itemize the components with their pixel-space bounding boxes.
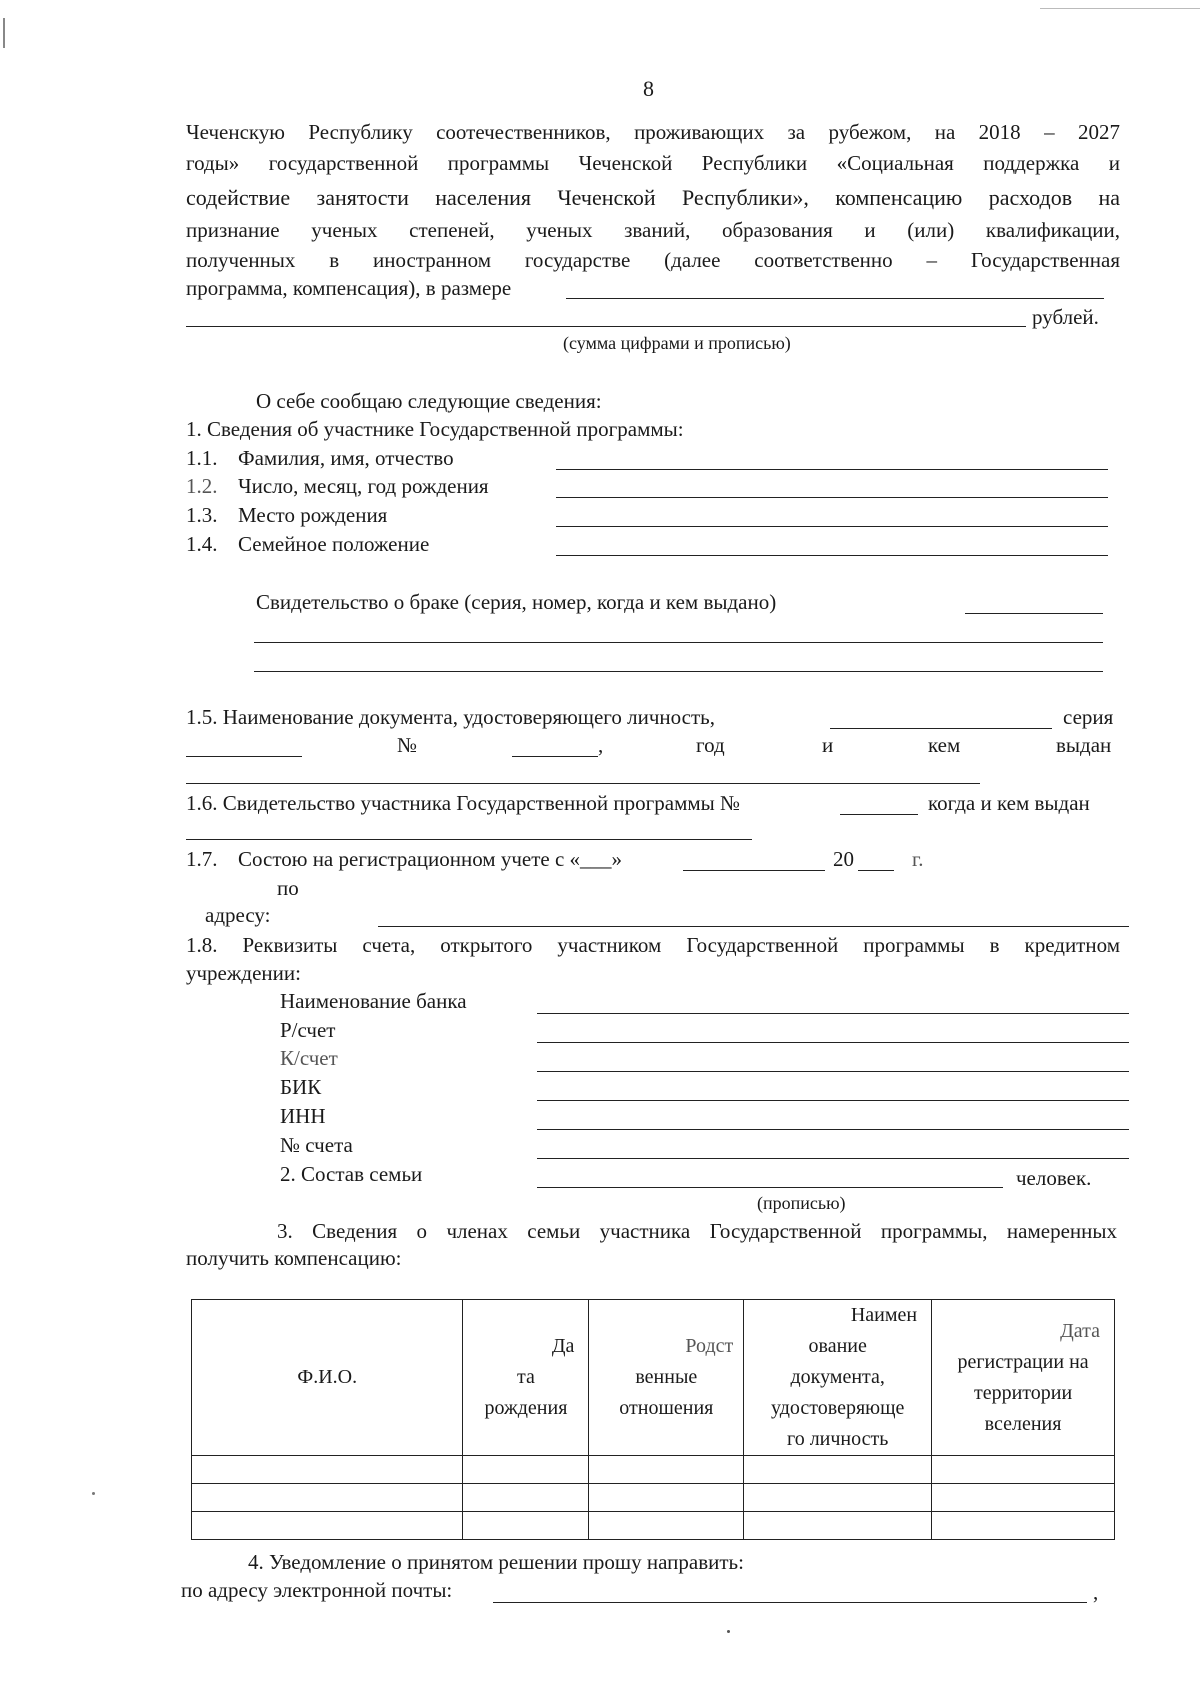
id-doc-year-label: год — [696, 733, 725, 757]
amount-field-line-1[interactable] — [566, 298, 1104, 299]
item-1-4-field[interactable] — [556, 555, 1108, 556]
rubles-label: рублей. — [1032, 305, 1099, 329]
table-cell[interactable] — [463, 1456, 589, 1484]
family-members-table — [191, 1299, 1115, 1540]
registration-num: 1.7. — [186, 847, 218, 871]
table-cell[interactable] — [192, 1484, 463, 1512]
bank-account-label: № счета — [280, 1133, 353, 1157]
id-doc-number-field[interactable] — [512, 756, 598, 757]
item-1-2-label: Число, месяц, год рождения — [238, 474, 489, 498]
table-row — [192, 1512, 1115, 1540]
item-1-3-label: Место рождения — [238, 503, 388, 527]
intro-line-1: Чеченскую Республику соотечественников, проживающих за рубежом, на 2018 – 2027 — [186, 120, 1120, 144]
marriage-cert-label: Свидетельство о браке (серия, номер, когда и кем выдано) — [256, 590, 777, 614]
item-1-1-field[interactable] — [556, 469, 1108, 470]
item-1-2-field[interactable] — [556, 497, 1108, 498]
table-cell[interactable] — [932, 1484, 1115, 1512]
id-doc-comma: , — [598, 733, 604, 757]
header-document — [744, 1300, 932, 1456]
scan-edge-left — [3, 18, 5, 48]
bank-label-line-1: 1.8. Реквизиты счета, открытого участником Государственной программы в кредитном — [186, 933, 1120, 957]
family-hint: (прописью) — [757, 1193, 846, 1213]
family-persons-label: человек. — [1016, 1166, 1092, 1190]
registration-address-label: адресу: — [205, 903, 271, 927]
table-cell[interactable] — [932, 1512, 1115, 1540]
table-cell[interactable] — [192, 1456, 463, 1484]
table-cell[interactable] — [744, 1484, 932, 1512]
header-birth-date-l3: рождения — [484, 1397, 568, 1419]
certificate-label: 1.6. Свидетельство участника Государственной программы № — [186, 791, 741, 815]
registration-month-field[interactable] — [683, 870, 825, 871]
bank-ks-field[interactable] — [537, 1071, 1129, 1072]
bank-account-field[interactable] — [537, 1158, 1129, 1159]
header-fio-text: Ф.И.О. — [297, 1366, 358, 1388]
header-relation — [589, 1300, 744, 1456]
header-document-l5: го личность — [786, 1428, 889, 1450]
table-cell[interactable] — [744, 1512, 932, 1540]
registration-year-field[interactable] — [858, 870, 894, 871]
item-1-4-label: Семейное положение — [238, 532, 430, 556]
header-registration-date-l2: регистрации на — [957, 1350, 1089, 1373]
header-relation-l2: венные — [635, 1366, 698, 1388]
bank-rs-label: Р/счет — [280, 1018, 336, 1042]
intro-line-6: программа, компенсация), в размере — [186, 276, 512, 300]
item-1-2-num: 1.2. — [186, 474, 218, 498]
header-document-l1: Наимен — [850, 1304, 918, 1326]
family-label: 2. Состав семьи — [280, 1162, 423, 1186]
marriage-cert-field-3[interactable] — [254, 671, 1103, 672]
id-doc-series-label: серия — [1063, 705, 1114, 729]
table-cell[interactable] — [589, 1512, 744, 1540]
table-cell[interactable] — [744, 1456, 932, 1484]
registration-year-prefix: 20 — [833, 847, 854, 871]
family-count-field[interactable] — [537, 1187, 1003, 1188]
header-birth-date-l1: Да — [551, 1335, 575, 1357]
table-header-row — [192, 1300, 1115, 1456]
scan-speck — [727, 1630, 730, 1633]
bank-rs-field[interactable] — [537, 1042, 1129, 1043]
members-intro-line-1: 3. Сведения о членах семьи участника Государственной программы, намеренных — [277, 1219, 1117, 1243]
page-number: 8 — [643, 76, 654, 101]
scan-speck — [92, 1492, 95, 1495]
intro-line-2: годы» государственной программы Чеченской Республики «Социальная поддержка и — [186, 151, 1120, 175]
registration-address-field[interactable] — [378, 926, 1129, 927]
notify-comma: , — [1093, 1580, 1099, 1604]
bank-ks-label: К/счет — [280, 1046, 338, 1070]
item-1-3-field[interactable] — [556, 526, 1108, 527]
bank-name-label: Наименование банка — [280, 989, 467, 1013]
table-cell[interactable] — [589, 1484, 744, 1512]
table-cell[interactable] — [463, 1484, 589, 1512]
bank-bik-field[interactable] — [537, 1100, 1129, 1101]
item-1-3-num: 1.3. — [186, 503, 218, 527]
id-doc-who-label: кем — [928, 733, 961, 757]
header-document-l2: ование — [808, 1335, 867, 1357]
table-row — [192, 1456, 1115, 1484]
registration-label: Состою на регистрационном учете с «___» — [238, 847, 623, 871]
header-relation-l3: отношения — [619, 1397, 714, 1419]
certificate-issuer-field[interactable] — [186, 839, 752, 840]
id-doc-no-label: № — [397, 733, 418, 757]
header-registration-date-l4: вселения — [984, 1412, 1062, 1435]
certificate-number-field[interactable] — [840, 814, 918, 815]
header-relation-l1: Родст — [685, 1335, 734, 1357]
bank-label-line-2: учреждении: — [186, 961, 301, 985]
header-registration-date-l1: Дата — [1060, 1319, 1100, 1342]
about-intro: О себе сообщаю следующие сведения: — [256, 389, 602, 413]
bank-inn-label: ИНН — [280, 1104, 326, 1128]
id-doc-label: 1.5. Наименование документа, удостоверяющего личность, — [186, 705, 716, 729]
notify-line-2: по адресу электронной почты: — [181, 1578, 453, 1602]
item-1-1-num: 1.1. — [186, 446, 218, 470]
scan-edge-top — [1040, 8, 1200, 9]
marriage-cert-field-2[interactable] — [254, 642, 1103, 643]
registration-year-suffix: г. — [912, 847, 924, 871]
header-fio — [192, 1300, 463, 1456]
sum-hint: (сумма цифрами и прописью) — [563, 333, 791, 353]
marriage-cert-field-1[interactable] — [965, 613, 1103, 614]
intro-line-3: содействие занятости населения Чеченской Республики», компенсацию расходов на — [186, 185, 1120, 210]
amount-field-line-2[interactable] — [186, 326, 1026, 327]
members-intro-line-2: получить компенсацию: — [186, 1246, 402, 1270]
email-field[interactable] — [493, 1602, 1087, 1603]
intro-line-4: признание ученых степеней, ученых званий, образования и (или) квалификации, — [186, 218, 1120, 242]
item-1-4-num: 1.4. — [186, 532, 218, 556]
registration-po: по — [277, 876, 299, 900]
bank-bik-label: БИК — [280, 1075, 322, 1099]
bank-inn-field[interactable] — [537, 1129, 1129, 1130]
id-doc-name-field[interactable] — [830, 728, 1052, 729]
id-doc-and-label: и — [822, 733, 834, 757]
table-cell[interactable] — [192, 1512, 463, 1540]
id-doc-issuer-field[interactable] — [186, 783, 980, 784]
table-cell[interactable] — [932, 1456, 1115, 1484]
intro-line-5: полученных в иностранном государстве (далее соответственно – Государственная — [186, 248, 1120, 272]
bank-name-field[interactable] — [537, 1013, 1129, 1014]
header-birth-date-l2: та — [517, 1366, 535, 1388]
table-row — [192, 1484, 1115, 1512]
section1-title: 1. Сведения об участнике Государственной программы: — [186, 417, 684, 441]
table-cell[interactable] — [463, 1512, 589, 1540]
header-birth-date — [463, 1300, 589, 1456]
id-doc-series-field[interactable] — [186, 756, 302, 757]
header-document-l3: документа, — [790, 1366, 885, 1388]
header-document-l4: удостоверяюще — [770, 1397, 905, 1419]
item-1-1-label: Фамилия, имя, отчество — [238, 446, 454, 470]
notify-line-1: 4. Уведомление о принятом решении прошу направить: — [248, 1550, 744, 1574]
header-registration-date-l3: территории — [973, 1381, 1073, 1404]
id-doc-issued-label: выдан — [1056, 733, 1112, 757]
certificate-when-label: когда и кем выдан — [928, 791, 1090, 815]
table-cell[interactable] — [589, 1456, 744, 1484]
header-registration-date — [932, 1300, 1115, 1456]
